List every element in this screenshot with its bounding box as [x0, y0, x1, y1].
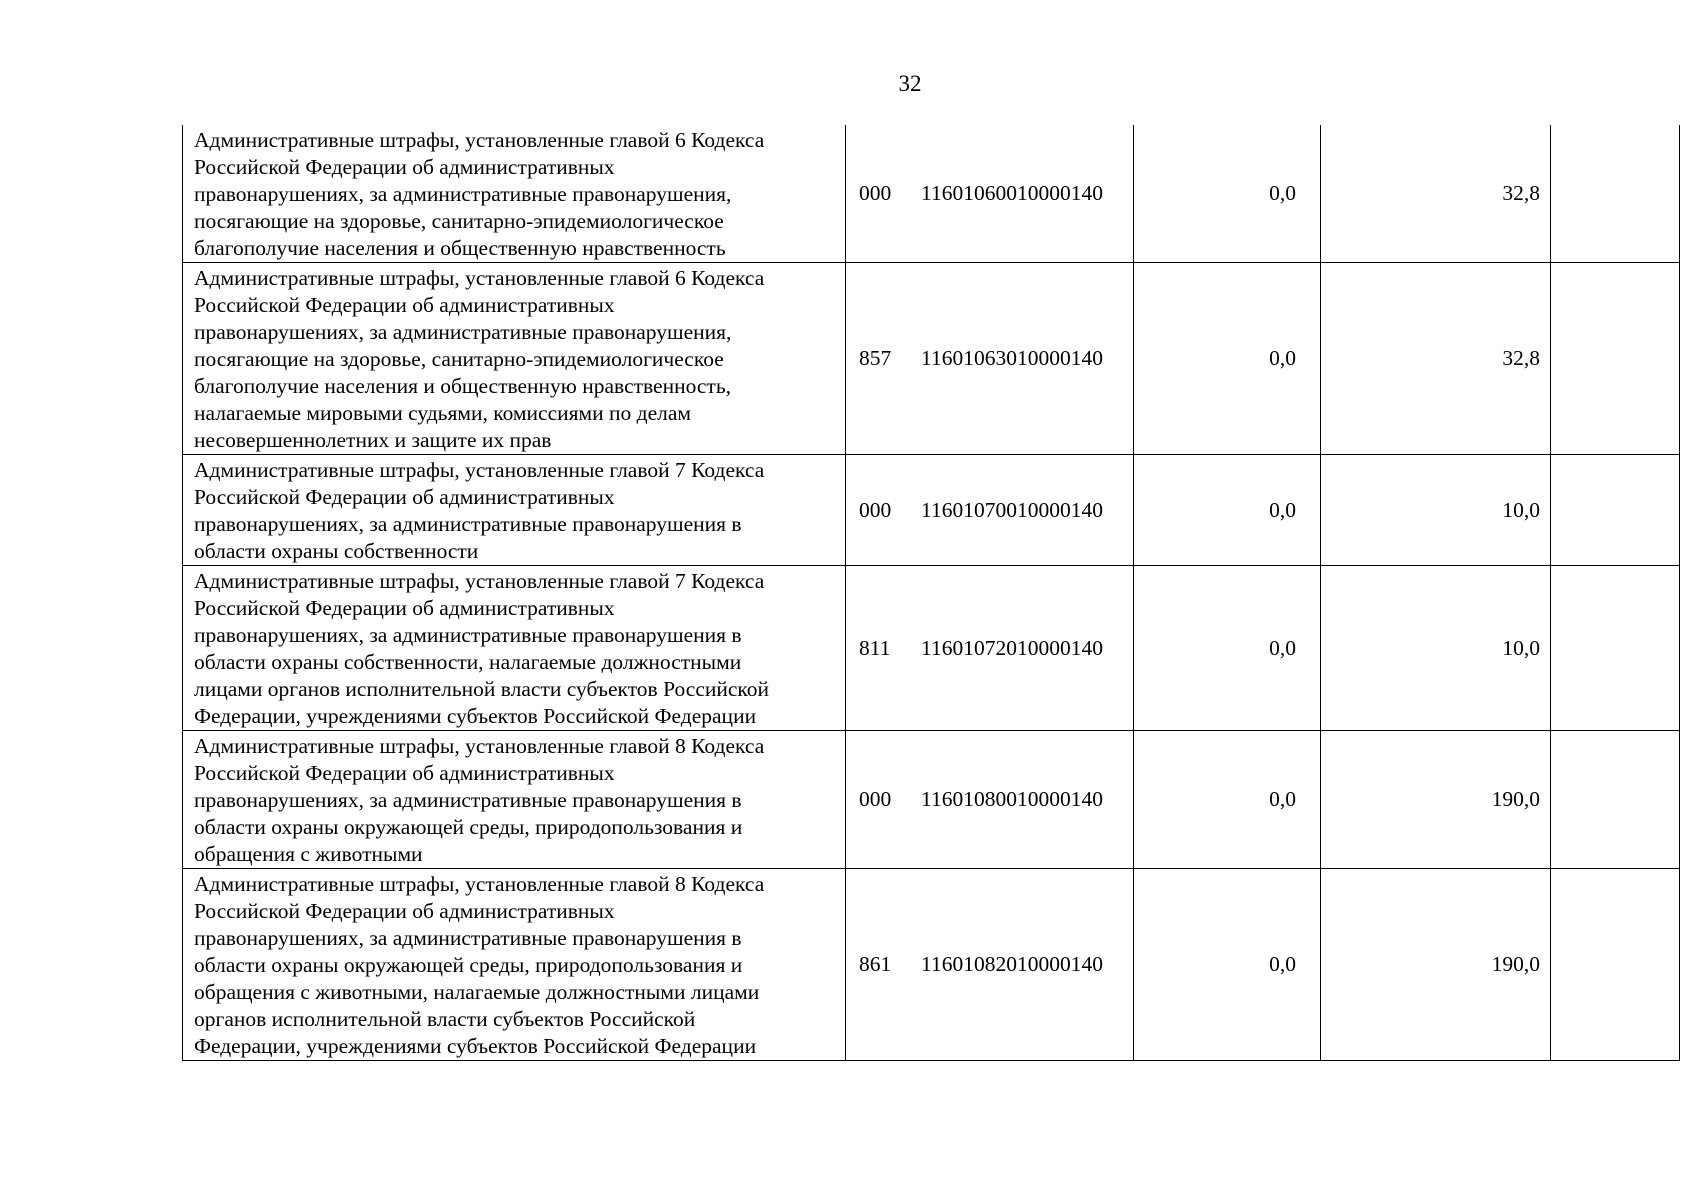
value-1-cell: 0,0: [1134, 455, 1321, 566]
value-1-cell: 0,0: [1134, 125, 1321, 263]
revenue-name-cell: Административные штрафы, установленные главой 8 Кодекса Российской Федерации об административных правонарушениях, за административные правонарушения в области охраны окружающей среды, природопользования и обращения с животными: [183, 731, 846, 869]
value-3-cell: [1551, 125, 1680, 263]
revenue-name-cell: Административные штрафы, установленные главой 7 Кодекса Российской Федерации об административных правонарушениях, за административные правонарушения в области охраны собственности: [183, 455, 846, 566]
budget-revenue-table: [182, 125, 1680, 1061]
table-row: [183, 869, 1680, 1061]
kbk-code: 11601072010000140: [921, 635, 1103, 660]
revenue-name-cell: Административные штрафы, установленные главой 6 Кодекса Российской Федерации об административных правонарушениях, за административные правонарушения, посягающие на здоровье, санитарно-эпидемиологическое благополучие населения и общественную нравственность: [183, 125, 846, 263]
admin-code: 861: [859, 952, 892, 976]
value-2-cell: 32,8: [1321, 125, 1551, 263]
value-2-cell: 10,0: [1321, 455, 1551, 566]
code-cell: [846, 263, 1134, 455]
kbk-code: 11601060010000140: [921, 181, 1103, 205]
admin-code: 000: [859, 497, 892, 522]
kbk-code: 11601080010000140: [921, 787, 1103, 811]
kbk-code: 11601082010000140: [921, 952, 1103, 976]
kbk-code: 11601070010000140: [921, 497, 1103, 522]
value-3-cell: [1551, 455, 1680, 566]
revenue-name-cell: Административные штрафы, установленные главой 8 Кодекса Российской Федерации об административных правонарушениях, за административные правонарушения в области охраны окружающей среды, природопользования и обращения с животными, налагаемые должностными лицами органов исполнительной власти субъектов Российской Федерации, учреждениями субъектов Российской Федерации: [183, 869, 846, 1061]
page-number: 32: [898, 71, 922, 96]
value-3-cell: [1551, 263, 1680, 455]
admin-code: 000: [859, 787, 892, 811]
table-row: [183, 566, 1680, 731]
code-cell: [846, 455, 1134, 566]
value-1-cell: 0,0: [1134, 869, 1321, 1061]
value-2-cell: 190,0: [1321, 731, 1551, 869]
code-cell: [846, 731, 1134, 869]
code-cell: [846, 566, 1134, 731]
value-2-cell: 10,0: [1321, 566, 1551, 731]
revenue-name-cell: Административные штрафы, установленные главой 6 Кодекса Российской Федерации об административных правонарушениях, за административные правонарушения, посягающие на здоровье, санитарно-эпидемиологическое благополучие населения и общественную нравственность, налагаемые мировыми судьями, комиссиями по делам несовершеннолетних и защите их прав: [183, 263, 846, 455]
table-row: [183, 731, 1680, 869]
value-2-cell: 190,0: [1321, 869, 1551, 1061]
code-cell: [846, 869, 1134, 1061]
value-1-cell: 0,0: [1134, 263, 1321, 455]
value-1-cell: 0,0: [1134, 566, 1321, 731]
admin-code: 000: [859, 181, 892, 205]
table-row: [183, 455, 1680, 566]
admin-code: 811: [859, 635, 891, 660]
value-2-cell: 32,8: [1321, 263, 1551, 455]
revenue-name-cell: Административные штрафы, установленные главой 7 Кодекса Российской Федерации об административных правонарушениях, за административные правонарушения в области охраны собственности, налагаемые должностными лицами органов исполнительной власти субъектов Российской Федерации, учреждениями субъектов Российской Федерации: [183, 566, 846, 731]
table-row: [183, 263, 1680, 455]
kbk-code: 11601063010000140: [921, 346, 1103, 370]
table-row: [183, 125, 1680, 263]
value-3-cell: [1551, 869, 1680, 1061]
value-1-cell: 0,0: [1134, 731, 1321, 869]
admin-code: 857: [859, 346, 892, 370]
code-cell: [846, 125, 1134, 263]
value-3-cell: [1551, 566, 1680, 731]
value-3-cell: [1551, 731, 1680, 869]
